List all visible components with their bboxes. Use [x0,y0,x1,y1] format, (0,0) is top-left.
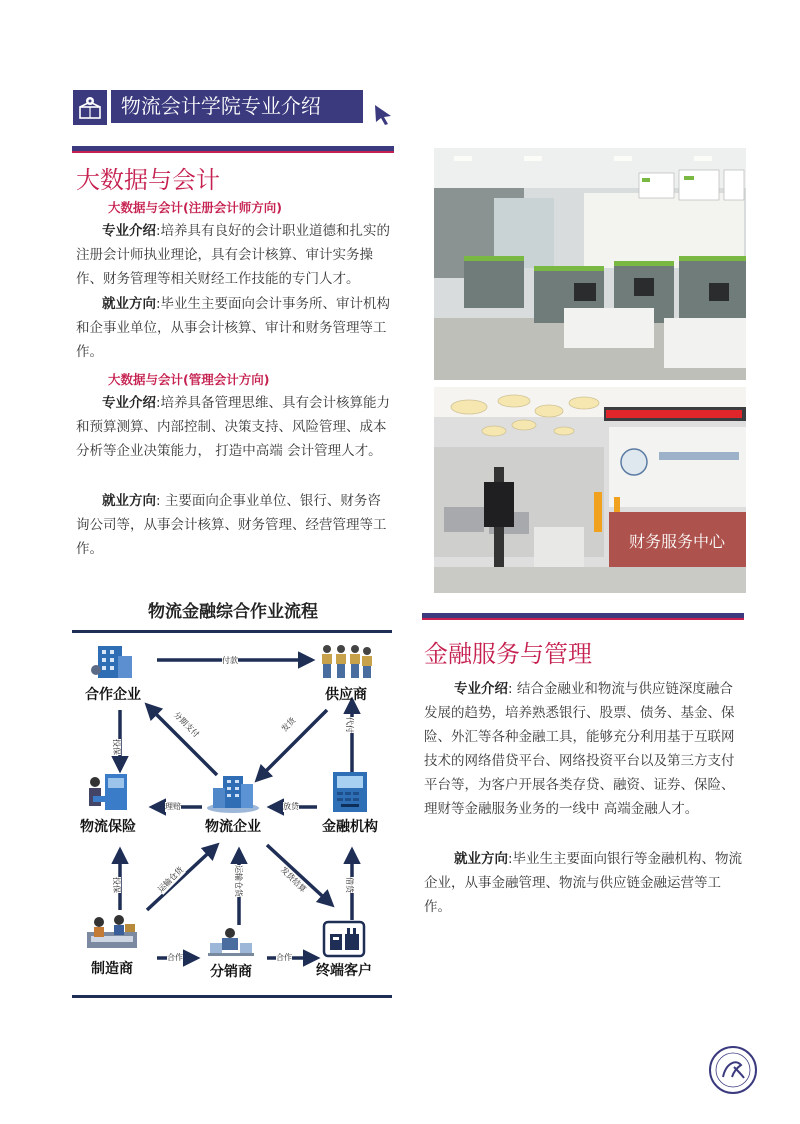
node-coop-enterprise [85,640,141,704]
node-label: 物流企业 [205,819,261,835]
edge-label-credit: 借贷 [345,877,354,893]
cpa-job-paragraph [76,292,394,364]
job-text: : 主要面向企事业单位、银行、财务咨询公司等，从事会计核算、财务管理、经营管理等工作。 [76,493,387,557]
finance-center-sign: 财务服务中心 [629,532,726,551]
cpa-intro-paragraph [76,219,394,291]
edge-label-transport2: 运输仓货 [234,865,243,897]
training-room-photo [434,148,746,380]
node-end-customer [316,920,372,980]
edge-label-coop2: 合作 [276,953,292,962]
finance-job-paragraph [424,847,746,919]
edge-label-proxy: 代付 [345,717,354,733]
intro-text: : 结合金融业和物流与供应链深度融合发展的趋势，培养熟悉银行、股票、债务、基金、保险、外汇等各种金融工具，能够充分利用基于互联网技术的网络借贷平台、网络投资平台以及第三方支付平台等，为客户开展各类存贷、融资、证券、保险、理财等金融服务业务的一线中 高端金融人才。 [424,681,735,817]
edge-label-loan: 放贷 [283,802,299,811]
job-text: :毕业生主要面向会计事务所、审计机构和企事业单位，从事会计核算、审计和财务管理等工作。 [76,296,391,360]
section-title-financial-services: 金融服务与管理 [424,640,592,668]
shopping-basket-icon [322,920,366,958]
node-manufacturer [85,910,139,978]
divider [422,613,744,618]
edge-label-insure2: 投保 [112,877,121,893]
intro-label: 专业介绍 [454,681,508,697]
atm-icon [327,770,373,814]
college-seal-logo [708,1045,758,1095]
workers-icon [318,640,374,682]
node-label: 供应商 [325,687,367,703]
building-icon [88,640,138,682]
insurance-clerk-icon [83,770,133,814]
node-financial-institution [322,770,378,836]
cursor-arrow-icon [373,104,393,126]
computer-user-icon [208,925,254,959]
edge-label-installment: 分期支付 [171,710,201,740]
subsection-title-cpa: 大数据与会计(注册会计师方向) [108,200,282,215]
node-supplier [318,640,374,704]
section-title-bigdata-accounting: 大数据与会计 [76,166,220,194]
section-header [73,90,363,128]
intro-label: 专业介绍 [102,395,156,411]
job-label: 就业方向 [454,851,508,867]
edge-label-coop1: 合作 [167,953,183,962]
subsection-title-management: 大数据与会计(管理会计方向) [108,372,270,387]
management-intro-paragraph [76,391,394,463]
edge-label-ship: 发货 [279,715,298,734]
node-logistics-enterprise [205,770,261,836]
edge-label-pay: 付款 [222,656,238,665]
edge-label-transport: 运输仓货 [156,865,186,895]
intro-text: :培养具有良好的会计职业道德和扎实的注册会计师执业理论，具有会计核算、审计实务操作、财务管理等相关财经工作技能的专门人才。 [76,223,391,287]
node-label: 终端客户 [316,963,372,979]
job-label: 就业方向 [102,296,156,312]
edge-label-ship-settle: 发货结算 [278,865,308,895]
edge-label-claim: 理赔 [165,802,181,811]
divider [72,995,392,998]
node-label: 制造商 [91,961,133,977]
office-tower-icon [205,770,261,814]
edge-label-insure1: 投保 [112,739,121,755]
job-label: 就业方向 [102,493,156,509]
job-text: :毕业生主要面向银行等金融机构、物流企业，从事金融管理、物流与供应链金融运营等工作。 [424,851,743,915]
node-label: 分销商 [210,964,252,980]
node-label: 合作企业 [85,687,141,703]
page-title: 物流会计学院专业介绍 [111,90,363,123]
flow-diagram-title: 物流金融综合作业流程 [148,602,318,622]
location-box-icon [73,90,107,125]
divider [72,146,394,151]
factory-workers-icon [85,910,139,956]
intro-label: 专业介绍 [102,223,156,239]
management-job-paragraph [76,489,394,561]
finance-intro-paragraph [424,677,746,821]
node-label: 金融机构 [322,819,378,835]
node-distributor [208,925,254,981]
node-logistics-insurance [80,770,136,836]
finance-center-photo [434,387,746,593]
divider [72,630,392,633]
node-label: 物流保险 [80,819,136,835]
intro-text: :培养具备管理思维、具有会计核算能力 和预算测算、内部控制、决策支持、风险管理、成本分析等企业决策能力， 打造中高端 会计管理人才。 [76,395,391,459]
